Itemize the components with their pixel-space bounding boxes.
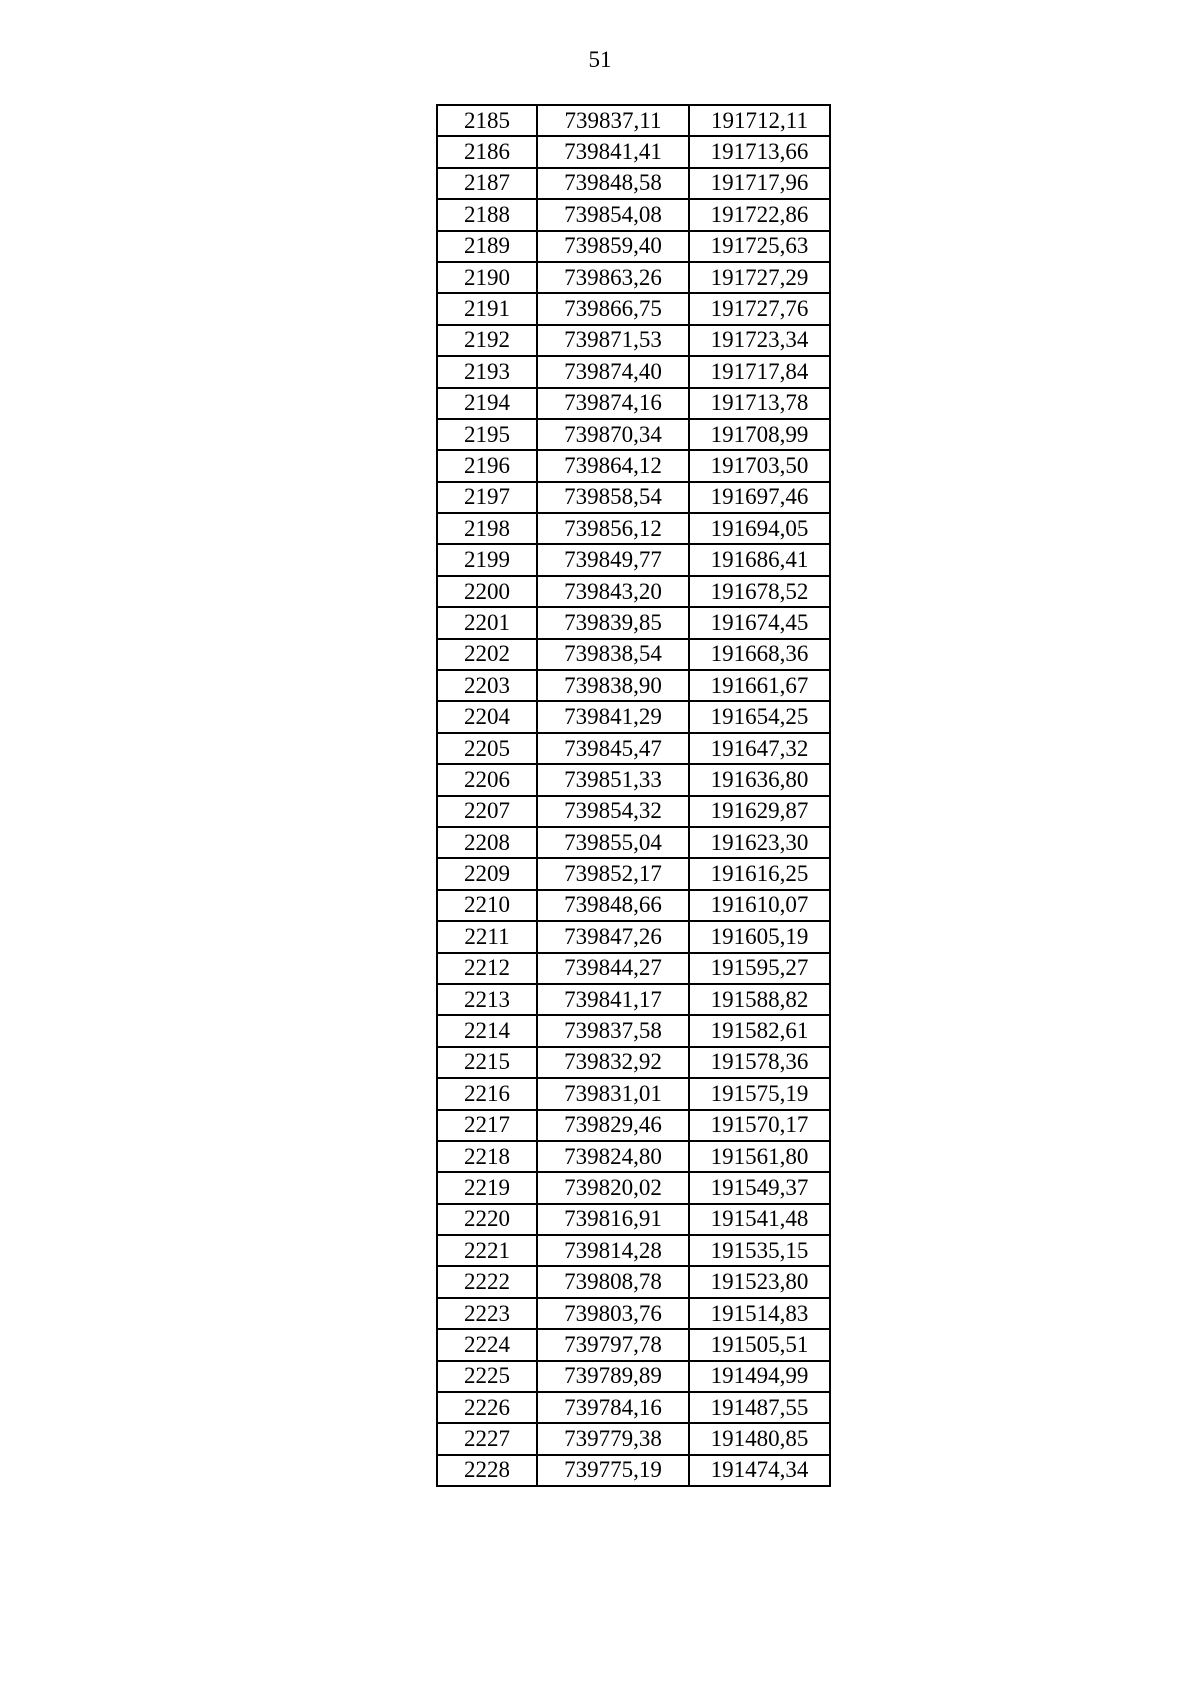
point-number-cell: 2200: [437, 576, 537, 607]
y-coordinate-cell: 191570,17: [689, 1110, 830, 1141]
point-number-cell: 2197: [437, 482, 537, 513]
y-coordinate-cell: 191588,82: [689, 984, 830, 1015]
coordinates-table: [436, 104, 831, 1487]
x-coordinate-cell: 739829,46: [537, 1110, 689, 1141]
x-coordinate-cell: 739838,90: [537, 670, 689, 701]
y-coordinate-cell: 191727,76: [689, 293, 830, 324]
table-row: [437, 764, 830, 795]
y-coordinate-cell: 191725,63: [689, 231, 830, 262]
point-number-cell: 2223: [437, 1298, 537, 1329]
table-row: [437, 513, 830, 544]
x-coordinate-cell: 739784,16: [537, 1392, 689, 1423]
y-coordinate-cell: 191582,61: [689, 1015, 830, 1046]
x-coordinate-cell: 739848,66: [537, 890, 689, 921]
x-coordinate-cell: 739844,27: [537, 953, 689, 984]
x-coordinate-cell: 739832,92: [537, 1047, 689, 1078]
point-number-cell: 2226: [437, 1392, 537, 1423]
point-number-cell: 2204: [437, 701, 537, 732]
point-number-cell: 2188: [437, 199, 537, 230]
x-coordinate-cell: 739775,19: [537, 1455, 689, 1486]
point-number-cell: 2212: [437, 953, 537, 984]
x-coordinate-cell: 739864,12: [537, 450, 689, 481]
x-coordinate-cell: 739820,02: [537, 1172, 689, 1203]
y-coordinate-cell: 191549,37: [689, 1172, 830, 1203]
x-coordinate-cell: 739837,11: [537, 105, 689, 136]
y-coordinate-cell: 191647,32: [689, 733, 830, 764]
page-number: 51: [588, 47, 612, 72]
y-coordinate-cell: 191523,80: [689, 1266, 830, 1297]
table-row: [437, 921, 830, 952]
x-coordinate-cell: 739831,01: [537, 1078, 689, 1109]
x-coordinate-cell: 739871,53: [537, 325, 689, 356]
point-number-cell: 2209: [437, 858, 537, 889]
y-coordinate-cell: 191636,80: [689, 764, 830, 795]
y-coordinate-cell: 191713,66: [689, 136, 830, 167]
point-number-cell: 2224: [437, 1329, 537, 1360]
y-coordinate-cell: 191629,87: [689, 796, 830, 827]
y-coordinate-cell: 191712,11: [689, 105, 830, 136]
table-row: [437, 1423, 830, 1454]
table-row: [437, 105, 830, 136]
y-coordinate-cell: 191713,78: [689, 388, 830, 419]
x-coordinate-cell: 739841,17: [537, 984, 689, 1015]
table-row: [437, 1110, 830, 1141]
y-coordinate-cell: 191610,07: [689, 890, 830, 921]
table-row: [437, 796, 830, 827]
point-number-cell: 2218: [437, 1141, 537, 1172]
point-number-cell: 2186: [437, 136, 537, 167]
x-coordinate-cell: 739849,77: [537, 544, 689, 575]
point-number-cell: 2199: [437, 544, 537, 575]
point-number-cell: 2220: [437, 1204, 537, 1235]
y-coordinate-cell: 191487,55: [689, 1392, 830, 1423]
point-number-cell: 2205: [437, 733, 537, 764]
table-row: [437, 1141, 830, 1172]
y-coordinate-cell: 191697,46: [689, 482, 830, 513]
table-row: [437, 576, 830, 607]
x-coordinate-cell: 739824,80: [537, 1141, 689, 1172]
table-row: [437, 325, 830, 356]
x-coordinate-cell: 739843,20: [537, 576, 689, 607]
point-number-cell: 2214: [437, 1015, 537, 1046]
x-coordinate-cell: 739851,33: [537, 764, 689, 795]
x-coordinate-cell: 739789,89: [537, 1361, 689, 1392]
x-coordinate-cell: 739816,91: [537, 1204, 689, 1235]
point-number-cell: 2196: [437, 450, 537, 481]
point-number-cell: 2192: [437, 325, 537, 356]
y-coordinate-cell: 191595,27: [689, 953, 830, 984]
y-coordinate-cell: 191605,19: [689, 921, 830, 952]
table-row: [437, 827, 830, 858]
point-number-cell: 2206: [437, 764, 537, 795]
point-number-cell: 2216: [437, 1078, 537, 1109]
x-coordinate-cell: 739854,08: [537, 199, 689, 230]
y-coordinate-cell: 191535,15: [689, 1235, 830, 1266]
point-number-cell: 2187: [437, 168, 537, 199]
y-coordinate-cell: 191514,83: [689, 1298, 830, 1329]
table-row: [437, 607, 830, 638]
y-coordinate-cell: 191575,19: [689, 1078, 830, 1109]
point-number-cell: 2190: [437, 262, 537, 293]
x-coordinate-cell: 739841,41: [537, 136, 689, 167]
table-row: [437, 199, 830, 230]
point-number-cell: 2219: [437, 1172, 537, 1203]
point-number-cell: 2213: [437, 984, 537, 1015]
point-number-cell: 2185: [437, 105, 537, 136]
point-number-cell: 2208: [437, 827, 537, 858]
y-coordinate-cell: 191703,50: [689, 450, 830, 481]
table-row: [437, 1015, 830, 1046]
x-coordinate-cell: 739838,54: [537, 639, 689, 670]
table-row: [437, 231, 830, 262]
table-row: [437, 1361, 830, 1392]
y-coordinate-cell: 191723,34: [689, 325, 830, 356]
table-row: [437, 262, 830, 293]
y-coordinate-cell: 191686,41: [689, 544, 830, 575]
table-row: [437, 1266, 830, 1297]
x-coordinate-cell: 739848,58: [537, 168, 689, 199]
x-coordinate-cell: 739808,78: [537, 1266, 689, 1297]
table-row: [437, 701, 830, 732]
x-coordinate-cell: 739845,47: [537, 733, 689, 764]
table-row: [437, 388, 830, 419]
y-coordinate-cell: 191480,85: [689, 1423, 830, 1454]
point-number-cell: 2193: [437, 356, 537, 387]
table-row: [437, 136, 830, 167]
point-number-cell: 2217: [437, 1110, 537, 1141]
x-coordinate-cell: 739863,26: [537, 262, 689, 293]
point-number-cell: 2195: [437, 419, 537, 450]
x-coordinate-cell: 739797,78: [537, 1329, 689, 1360]
table-row: [437, 670, 830, 701]
y-coordinate-cell: 191717,84: [689, 356, 830, 387]
y-coordinate-cell: 191616,25: [689, 858, 830, 889]
x-coordinate-cell: 739874,40: [537, 356, 689, 387]
y-coordinate-cell: 191727,29: [689, 262, 830, 293]
point-number-cell: 2191: [437, 293, 537, 324]
point-number-cell: 2215: [437, 1047, 537, 1078]
x-coordinate-cell: 739854,32: [537, 796, 689, 827]
x-coordinate-cell: 739874,16: [537, 388, 689, 419]
x-coordinate-cell: 739814,28: [537, 1235, 689, 1266]
table-row: [437, 1172, 830, 1203]
point-number-cell: 2227: [437, 1423, 537, 1454]
y-coordinate-cell: 191694,05: [689, 513, 830, 544]
x-coordinate-cell: 739837,58: [537, 1015, 689, 1046]
y-coordinate-cell: 191561,80: [689, 1141, 830, 1172]
x-coordinate-cell: 739803,76: [537, 1298, 689, 1329]
x-coordinate-cell: 739856,12: [537, 513, 689, 544]
table-row: [437, 1235, 830, 1266]
y-coordinate-cell: 191678,52: [689, 576, 830, 607]
table-row: [437, 953, 830, 984]
y-coordinate-cell: 191623,30: [689, 827, 830, 858]
y-coordinate-cell: 191668,36: [689, 639, 830, 670]
x-coordinate-cell: 739866,75: [537, 293, 689, 324]
x-coordinate-cell: 739870,34: [537, 419, 689, 450]
x-coordinate-cell: 739852,17: [537, 858, 689, 889]
point-number-cell: 2203: [437, 670, 537, 701]
table-row: [437, 544, 830, 575]
point-number-cell: 2211: [437, 921, 537, 952]
y-coordinate-cell: 191578,36: [689, 1047, 830, 1078]
table-row: [437, 1204, 830, 1235]
y-coordinate-cell: 191674,45: [689, 607, 830, 638]
table-row: [437, 293, 830, 324]
point-number-cell: 2202: [437, 639, 537, 670]
y-coordinate-cell: 191474,34: [689, 1455, 830, 1486]
x-coordinate-cell: 739847,26: [537, 921, 689, 952]
table-row: [437, 419, 830, 450]
table-row: [437, 1329, 830, 1360]
x-coordinate-cell: 739779,38: [537, 1423, 689, 1454]
point-number-cell: 2228: [437, 1455, 537, 1486]
table-row: [437, 1298, 830, 1329]
table-row: [437, 639, 830, 670]
table-row: [437, 733, 830, 764]
y-coordinate-cell: 191505,51: [689, 1329, 830, 1360]
point-number-cell: 2210: [437, 890, 537, 921]
point-number-cell: 2201: [437, 607, 537, 638]
table-row: [437, 450, 830, 481]
y-coordinate-cell: 191654,25: [689, 701, 830, 732]
table-row: [437, 890, 830, 921]
y-coordinate-cell: 191494,99: [689, 1361, 830, 1392]
point-number-cell: 2198: [437, 513, 537, 544]
y-coordinate-cell: 191722,86: [689, 199, 830, 230]
x-coordinate-cell: 739841,29: [537, 701, 689, 732]
point-number-cell: 2222: [437, 1266, 537, 1297]
point-number-cell: 2189: [437, 231, 537, 262]
x-coordinate-cell: 739839,85: [537, 607, 689, 638]
table-row: [437, 984, 830, 1015]
y-coordinate-cell: 191541,48: [689, 1204, 830, 1235]
point-number-cell: 2194: [437, 388, 537, 419]
x-coordinate-cell: 739858,54: [537, 482, 689, 513]
table-row: [437, 168, 830, 199]
x-coordinate-cell: 739855,04: [537, 827, 689, 858]
table-row: [437, 1455, 830, 1486]
table-row: [437, 1047, 830, 1078]
y-coordinate-cell: 191717,96: [689, 168, 830, 199]
table-row: [437, 482, 830, 513]
x-coordinate-cell: 739859,40: [537, 231, 689, 262]
table-row: [437, 1392, 830, 1423]
table-row: [437, 1078, 830, 1109]
point-number-cell: 2221: [437, 1235, 537, 1266]
table-row: [437, 356, 830, 387]
y-coordinate-cell: 191661,67: [689, 670, 830, 701]
coordinates-table-body: [437, 105, 830, 1486]
point-number-cell: 2225: [437, 1361, 537, 1392]
table-row: [437, 858, 830, 889]
point-number-cell: 2207: [437, 796, 537, 827]
y-coordinate-cell: 191708,99: [689, 419, 830, 450]
